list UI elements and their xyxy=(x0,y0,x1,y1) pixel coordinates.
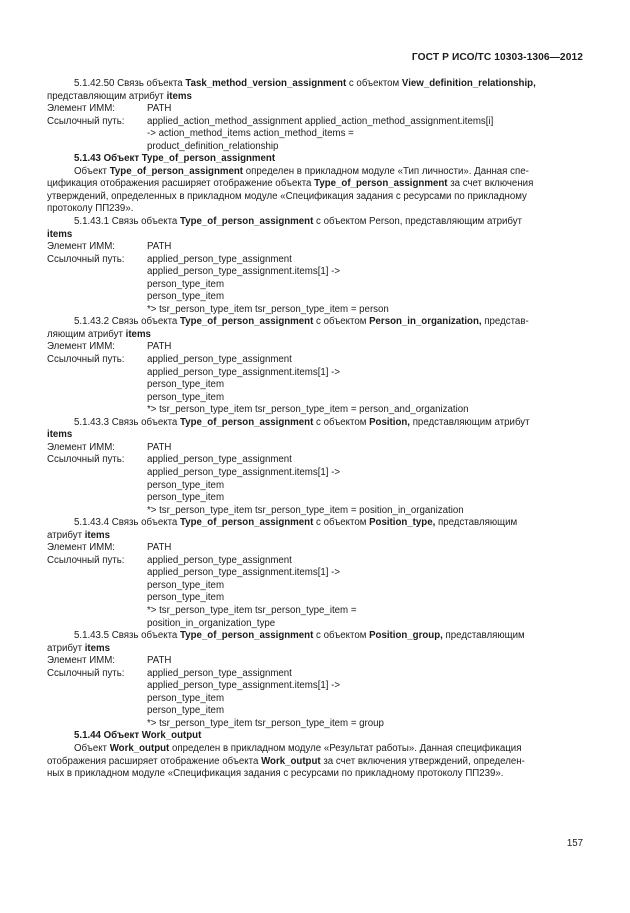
element-row: Элемент ИММ: PATH xyxy=(47,241,172,253)
element-row: Элемент ИММ: PATH xyxy=(47,542,172,554)
element-row: Элемент ИММ: PATH xyxy=(47,103,172,115)
section-text-line: Объект Work_output определен в прикладном модуле «Результат работы». Данная спецификация xyxy=(74,742,522,754)
document-header: ГОСТ Р ИСО/ТС 10303-1306—2012 xyxy=(411,52,583,63)
mapping-5-1-43-1-heading: 5.1.43.1 Связь объекта Type_of_person_assignment с объектом Person, представляющим атрибут xyxy=(74,216,522,228)
mapping-5-1-42-50-attr: представляющим атрибут items xyxy=(47,90,192,102)
mapping-5-1-43-2-heading: 5.1.43.2 Связь объекта Type_of_person_assignment с объектом Person_in_organization, представ- xyxy=(74,316,529,328)
mapping-attr: items xyxy=(47,228,73,240)
mapping-attr: ляющим атрибут items xyxy=(47,328,151,340)
mapping-attr: items xyxy=(47,429,73,441)
path-line: person_type_item xyxy=(147,379,225,391)
path-line: *> tsr_person_type_item tsr_person_type_item = xyxy=(147,604,357,616)
section-5-1-43-heading: 5.1.43 Объект Type_of_person_assignment xyxy=(74,153,276,165)
path-line: person_type_item xyxy=(147,692,225,704)
path-line: person_type_item xyxy=(147,291,225,303)
path-line: position_in_organization_type xyxy=(147,617,276,629)
path-line: product_definition_relationship xyxy=(147,140,279,152)
section-text-line: отображения расширяет отображение объекта Work_output за счет включения утверждений, определен- xyxy=(47,755,525,767)
path-line: *> tsr_person_type_item tsr_person_type_item = group xyxy=(147,717,384,729)
path-line: applied_person_type_assignment.items[1] -> xyxy=(147,680,341,692)
path-line: person_type_item xyxy=(147,592,225,604)
element-row: Элемент ИММ: PATH xyxy=(47,341,172,353)
path-row: Ссылочный путь: applied_person_type_assignment xyxy=(47,253,292,265)
path-line: applied_person_type_assignment.items[1] -> xyxy=(147,567,341,579)
section-text-line: Объект Type_of_person_assignment определен в прикладном модуле «Тип личности». Данная спе- xyxy=(74,165,529,177)
element-row: Элемент ИММ: PATH xyxy=(47,655,172,667)
section-text-line: протоколу ПП239». xyxy=(47,203,134,215)
path-line: *> tsr_person_type_item tsr_person_type_item = position_in_organization xyxy=(147,504,464,516)
page-number: 157 xyxy=(566,838,583,849)
path-line: person_type_item xyxy=(147,391,225,403)
mapping-5-1-42-50-heading: 5.1.42.50 Связь объекта Task_method_version_assignment с объектом View_definition_relationship, xyxy=(74,78,536,89)
path-line: applied_person_type_assignment.items[1] -> xyxy=(147,366,341,378)
path-line: applied_person_type_assignment.items[1] -> xyxy=(147,266,341,278)
section-text-line: цификация отображения расширяет отображение объекта Type_of_person_assignment за счет включения xyxy=(47,178,534,190)
path-row: Ссылочный путь: applied_action_method_assignment applied_action_method_assignment.items[i] xyxy=(47,115,494,127)
path-line: person_type_item xyxy=(147,579,225,591)
page-body xyxy=(47,78,584,781)
path-line: person_type_item xyxy=(147,705,225,717)
path-line: -> action_method_items action_method_items = xyxy=(147,128,354,140)
mapping-5-1-43-3-heading: 5.1.43.3 Связь объекта Type_of_person_assignment с объектом Position, представляющим атрибут xyxy=(74,416,530,428)
path-line: *> tsr_person_type_item tsr_person_type_item = person xyxy=(147,303,389,315)
section-text-line: ных в прикладном модуле «Спецификация задания с ресурсами по прикладному протоколу ПП239». xyxy=(47,768,504,780)
element-row: Элемент ИММ: PATH xyxy=(47,441,172,453)
path-line: applied_person_type_assignment.items[1] -> xyxy=(147,466,341,478)
path-row: Ссылочный путь: applied_person_type_assignment xyxy=(47,354,292,366)
path-line: *> tsr_person_type_item tsr_person_type_item = person_and_organization xyxy=(147,404,469,416)
section-text-line: утверждений, определенных в прикладном модуле «Спецификация задания с ресурсами по прикладному xyxy=(47,190,527,202)
section-5-1-44-heading: 5.1.44 Объект Work_output xyxy=(74,730,202,742)
path-line: person_type_item xyxy=(147,492,225,504)
mapping-attr: атрибут items xyxy=(47,529,111,541)
path-row: Ссылочный путь: applied_person_type_assignment xyxy=(47,554,292,566)
mapping-5-1-43-4-heading: 5.1.43.4 Связь объекта Type_of_person_assignment с объектом Position_type, представляющим xyxy=(74,517,518,529)
mapping-5-1-43-5-heading: 5.1.43.5 Связь объекта Type_of_person_assignment с объектом Position_group, представляющим xyxy=(74,630,525,642)
path-line: person_type_item xyxy=(147,479,225,491)
path-line: person_type_item xyxy=(147,278,225,290)
path-row: Ссылочный путь: applied_person_type_assignment xyxy=(47,454,292,466)
path-row: Ссылочный путь: applied_person_type_assignment xyxy=(47,667,292,679)
mapping-attr: атрибут items xyxy=(47,642,111,654)
